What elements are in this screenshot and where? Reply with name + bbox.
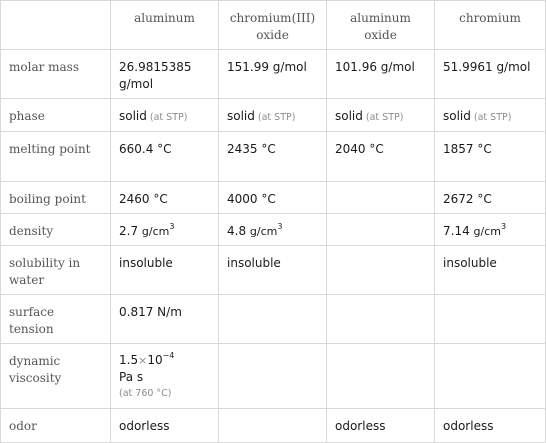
density-unit: g/cm — [141, 225, 170, 238]
cell-dynamic-viscosity-aluminum — [111, 344, 219, 409]
cell-melting-point-aluminum: 660.4 °C — [111, 132, 219, 182]
viscosity-unit: Pa s — [119, 370, 144, 384]
cell-surface-tension-aluminum: 0.817 N/m — [111, 295, 219, 344]
cell-odor-chromium-iii-oxide — [219, 409, 327, 443]
row-label-boiling-point: boiling point — [1, 182, 111, 214]
cell-solubility-chromium-iii-oxide: insoluble — [219, 246, 327, 295]
cell-phase-aluminum — [111, 99, 219, 132]
header-row — [1, 1, 546, 50]
row-label-density: density — [1, 214, 111, 246]
row-odor — [1, 409, 546, 443]
row-label-solubility: solubility in water — [1, 246, 111, 295]
phase-value: solid — [119, 109, 147, 123]
row-label-dynamic-viscosity: dynamic viscosity — [1, 344, 111, 409]
row-molar-mass — [1, 50, 546, 99]
row-label-odor: odor — [1, 409, 111, 443]
cell-dynamic-viscosity-chromium — [435, 344, 546, 409]
cell-molar-mass-aluminum: 26.9815385 g/mol — [111, 50, 219, 99]
corner-cell — [1, 1, 111, 50]
cell-boiling-point-aluminum: 2460 °C — [111, 182, 219, 214]
column-header-chromium-iii-oxide: chromium(III) oxide — [219, 1, 327, 50]
viscosity-base: 10 — [147, 353, 163, 367]
cell-surface-tension-chromium — [435, 295, 546, 344]
cell-density-chromium-iii-oxide — [219, 214, 327, 246]
cell-solubility-aluminum: insoluble — [111, 246, 219, 295]
density-unit: g/cm — [473, 225, 501, 238]
column-header-aluminum: aluminum — [111, 1, 219, 50]
cell-boiling-point-chromium: 2672 °C — [435, 182, 546, 214]
phase-qualifier: (at STP) — [149, 112, 188, 123]
cell-phase-chromium — [435, 99, 546, 132]
row-solubility — [1, 246, 546, 295]
density-number: 4.8 — [227, 224, 247, 238]
row-label-melting-point: melting point — [1, 132, 111, 182]
phase-qualifier: (at STP) — [257, 112, 296, 123]
cell-boiling-point-aluminum-oxide — [327, 182, 435, 214]
cell-density-aluminum — [111, 214, 219, 246]
cell-molar-mass-chromium: 51.9961 g/mol — [435, 50, 546, 99]
density-exponent: 3 — [169, 222, 175, 231]
cell-dynamic-viscosity-chromium-iii-oxide — [219, 344, 327, 409]
cell-surface-tension-chromium-iii-oxide — [219, 295, 327, 344]
cell-melting-point-chromium: 1857 °C — [435, 132, 546, 182]
cell-solubility-chromium: insoluble — [435, 246, 546, 295]
viscosity-mantissa: 1.5 — [119, 353, 139, 367]
cell-molar-mass-chromium-iii-oxide: 151.99 g/mol — [219, 50, 327, 99]
density-number: 2.7 — [119, 224, 139, 238]
density-exponent: 3 — [501, 222, 507, 231]
row-surface-tension — [1, 295, 546, 344]
density-exponent: 3 — [277, 222, 283, 231]
cell-molar-mass-aluminum-oxide: 101.96 g/mol — [327, 50, 435, 99]
cell-phase-chromium-iii-oxide — [219, 99, 327, 132]
viscosity-times: × — [138, 354, 148, 367]
cell-odor-chromium: odorless — [435, 409, 546, 443]
row-label-surface-tension: surface tension — [1, 295, 111, 344]
row-label-molar-mass: molar mass — [1, 50, 111, 99]
cell-surface-tension-aluminum-oxide — [327, 295, 435, 344]
row-density — [1, 214, 546, 246]
column-header-aluminum-oxide: aluminum oxide — [327, 1, 435, 50]
cell-solubility-aluminum-oxide — [327, 246, 435, 295]
cell-density-aluminum-oxide — [327, 214, 435, 246]
row-label-phase: phase — [1, 99, 111, 132]
row-boiling-point — [1, 182, 546, 214]
cell-boiling-point-chromium-iii-oxide: 4000 °C — [219, 182, 327, 214]
cell-density-chromium — [435, 214, 546, 246]
phase-qualifier: (at STP) — [365, 112, 404, 123]
density-number: 7.14 — [443, 224, 470, 238]
viscosity-condition: (at 760 °C) — [119, 388, 172, 399]
cell-melting-point-aluminum-oxide: 2040 °C — [327, 132, 435, 182]
phase-qualifier: (at STP) — [473, 112, 512, 123]
phase-value: solid — [443, 109, 471, 123]
cell-dynamic-viscosity-aluminum-oxide — [327, 344, 435, 409]
column-header-chromium: chromium — [435, 1, 546, 50]
cell-melting-point-chromium-iii-oxide: 2435 °C — [219, 132, 327, 182]
cell-phase-aluminum-oxide — [327, 99, 435, 132]
density-unit: g/cm — [249, 225, 278, 238]
phase-value: solid — [227, 109, 255, 123]
row-dynamic-viscosity — [1, 344, 546, 409]
viscosity-exponent: −4 — [162, 351, 175, 360]
cell-odor-aluminum: odorless — [111, 409, 219, 443]
cell-odor-aluminum-oxide: odorless — [327, 409, 435, 443]
phase-value: solid — [335, 109, 363, 123]
row-phase — [1, 99, 546, 132]
row-melting-point — [1, 132, 546, 182]
